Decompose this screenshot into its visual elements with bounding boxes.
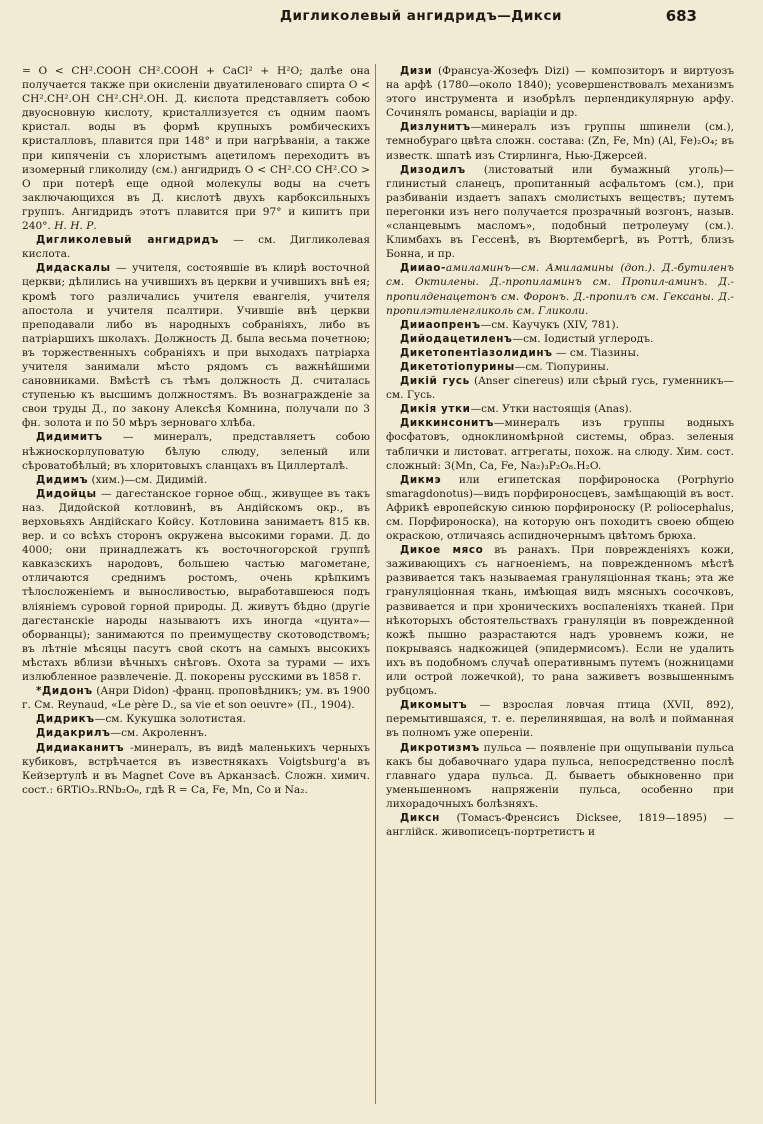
entry-headword: Дикротизмъ bbox=[400, 741, 480, 754]
entry-text: —см. Тіопурины. bbox=[514, 360, 610, 373]
entry-text: — учителя, состоявшіе въ клирѣ восточной церкви; дѣлились на учившихъ въ церкви и учившихъ внѣ ея; кромѣ того различались учителя евангелія, учителя апостола и учителя псалтири. Учившіе внѣ церкви преподавали либо въ народныхъ собраніяхъ, либо въ патріаршихъ школахъ. Должность Д. была весьма почетною; въ торжественныхъ собраніяхъ и при выходахъ патріарха учителя занимали мѣсто рядомъ съ важнѣйшими сановниками. Вмѣстѣ съ тѣмъ должность Д. считалась ступенью къ высшимъ должностямъ. Въ вознагражденіе за свои труды Д., по закону Алексѣя Комнина, получали по 3 фн. золота и по 50 мѣръ зерноваго хлѣба. bbox=[22, 262, 370, 430]
entry bbox=[386, 261, 734, 317]
entry bbox=[22, 712, 370, 726]
entry bbox=[22, 473, 370, 487]
entry-headword: Дидиаканитъ bbox=[36, 741, 125, 754]
entry-headword: *Дидонъ bbox=[36, 685, 93, 698]
entry bbox=[386, 360, 734, 374]
entry-headword: Диксн bbox=[400, 811, 440, 824]
entry-headword: Дикетопентіазолидинъ bbox=[400, 346, 553, 359]
entry bbox=[22, 684, 370, 712]
entry-headword: Дизлунитъ bbox=[400, 121, 471, 134]
entry-headword: Дииаопренъ bbox=[400, 318, 481, 331]
entry-headword: Дидимитъ bbox=[36, 431, 103, 444]
entry-text: въ ранахъ. При повреждeніяхъ кожи, заживающихъ съ нагноеніемъ, на поврежденномъ мѣстѣ развивается такъ называемая грануляціонная ткань; эта же грануляціонная ткань, имѣющая видъ мясныхъ сосочковъ, развивается и при хроническихъ воспаленіяхъ тканей. При нѣкоторыхъ обстоятельствахъ грануляціи въ поврежденной кожѣ пышно разрастаются надъ уровнемъ кожи, не покрываясь надкожицей (эпидермисомъ). Если не удалить ихъ въ подобномъ случаѣ оперативнымъ путемъ (ножницами или острой ложечкой), то рана заживетъ возвышеннымъ рубцомъ. bbox=[386, 544, 734, 698]
entry-text: —см. Утки настоящія (Anas). bbox=[470, 403, 633, 416]
page-number: 683 bbox=[665, 7, 697, 25]
entry-headword: Дикетотіопурины bbox=[400, 360, 515, 373]
entry-text: -минералъ, въ видѣ маленькихъ черныхъ кубиковъ, встрѣчается въ известнякахъ Voigtsburg'а въ Кейзертулѣ и въ Magnet Cove въ Арканзасѣ. Сложн. химич. сост.: 6RTiO₃.RNb₂O₆, гдѣ R = Ca, Fe, Mn, Co и Na₂. bbox=[22, 741, 370, 796]
formula-paragraph bbox=[22, 64, 370, 233]
entry-headword: Дизодилъ bbox=[400, 163, 466, 176]
entry-headword: Дидимъ bbox=[36, 473, 89, 486]
entry-text: — минералъ, представляетъ собою нѣжноскорлуповатую бѣлую слюду, зеленый или сѣроватобѣлый; въ хлоритовыхъ сланцахъ въ Циллерталѣ. bbox=[22, 431, 370, 472]
entry bbox=[386, 698, 734, 740]
right-column bbox=[386, 64, 734, 839]
author-signature: Н. Н. Р. bbox=[54, 220, 97, 233]
entry bbox=[22, 726, 370, 740]
entry-headword: Дийодацетиленъ bbox=[400, 332, 513, 345]
entry-headword: Диккинсонитъ bbox=[400, 417, 494, 430]
entry bbox=[386, 543, 734, 698]
entry bbox=[386, 402, 734, 416]
running-title: Дигликолевый ангидридъ—Дикси bbox=[280, 8, 562, 24]
entry-text: пульса — появленіе при ощупываніи пульса какъ бы добавочнаго удара пульса, непосредственно послѣ главнаго удара пульса. Д. бываетъ обыкновенно при уменьшенномъ напряженіи пульса, особенно при лихорадочныхъ болѣзняхъ. bbox=[386, 741, 734, 810]
entry bbox=[22, 487, 370, 684]
entry bbox=[386, 64, 734, 120]
entry bbox=[22, 741, 370, 797]
entry bbox=[22, 233, 370, 261]
entry-headword: Дикое мясо bbox=[400, 544, 484, 557]
entry-headword: Дикія утки bbox=[400, 403, 471, 416]
entry bbox=[386, 741, 734, 811]
entry bbox=[386, 346, 734, 360]
entry-headword: Дизи bbox=[400, 65, 433, 77]
entry bbox=[386, 318, 734, 332]
entry-text: — см. Дигликолевая кислота. bbox=[22, 234, 370, 261]
entry-text: —см. Кукушка золотистая. bbox=[94, 713, 247, 726]
entry-headword: Дидрикъ bbox=[36, 713, 95, 726]
entry-headword: Дикмэ bbox=[400, 473, 442, 486]
entry-headword: Дидакрилъ bbox=[36, 727, 111, 740]
entry-text: (Франсуа-Жозефъ Dizi) — композиторъ и виртуозъ на арфѣ (1780—около 1840); усовершенствовалъ механизмъ этого инструмента и изобрѣлъ перпендикулярную арфу. Сочинялъ романсы, варіаціи и др. bbox=[386, 65, 734, 120]
entry-text: (Anser cinereus) или сѣрый гусь, гуменникъ—см. Гусь. bbox=[386, 375, 734, 402]
entry-text: или египетская порфироноска (Porphyrio smaragdonotus)—видъ порфироносцевъ, замѣщающій въ вост. Африкѣ европейскую синюю порфироноску (P. poliocephalus, см. Порфироноска), на которую онъ походитъ своею общею окраскою, отличаясь аспидночернымъ цвѣтомъ брюха. bbox=[386, 473, 734, 543]
entry-text: —см. Іодистый углеродъ. bbox=[512, 332, 654, 345]
entry-text: — см. Тіазины. bbox=[552, 346, 640, 359]
entry-text: — взрослая ловчая птица (XVII, 892), перемытившаяся, т. е. перелинявшая, на волѣ и пойманная въ полномъ уже опереніи. bbox=[386, 699, 734, 740]
paragraph-text: = O < CH².COOH CH².COOH + CaCl² + H²O; далѣе она получается также при окисленіи двуатиленоваго спирта O < CH².CH².OH CH².CH².OH. Д. кислота представляетъ собою двуосновную кислоту, кристаллизуется съ одним паомъ кристал. воды въ формѣ крупныхъ ромбическихъ кристалловъ, плавится при 148° и при нагрѣваніи, а также при кипяченіи съ хлористымъ ацетиломъ переходитъ въ изомерный гликолиду (см.) ангидридъ O < CH².CO CH².CO > O при потерѣ еще одной молекулы воды на счетъ заключающихся въ Д. кислотѣ двухъ карбоксильныхъ группъ. Ангидридъ этотъ плавится при 97° и кипитъ при 240°. bbox=[22, 65, 370, 233]
entry bbox=[22, 261, 370, 430]
column-divider bbox=[375, 64, 376, 1104]
left-column bbox=[22, 64, 370, 797]
entry-text: (Анри Didon) -франц. проповѣдникъ; ум. въ 1900 г. См. Reynaud, «Le père D., sa vie et son oeuvre» (П., 1904). bbox=[22, 685, 370, 712]
entry-text: —см. Акроленнъ. bbox=[110, 727, 208, 740]
entry-text: —см. Каучукъ (XIV, 781). bbox=[480, 318, 619, 331]
entry-text: — дагестанское горное общ., живущее въ такъ наз. Дидойской котловинѣ, въ Андійскомъ окр., въ верховьяхъ Андійскаго Койсу. Котловина занимаетъ 815 кв. вер. и со всѣхъ сторонъ окружена высокими горами. Д. до 4000; они принадлежатъ къ восточногорской группѣ кавказскихъ народовъ, большею частью магометане, отличаются среднимъ ростомъ, очень крѣпкимъ тѣлосложеніемъ и выносливостью, выработавшеюся подъ вліяніемъ суровой горной природы. Д. живутъ бѣдно (другіе дагестанскіе народы называютъ ихъ иногда «цунта»—оборванцы); занимаются по преимуществу скотоводствомъ; въ лѣтніе мѣсяцы пасутъ свой скотъ на самыхъ высокихъ мѣстахъ вблизи вѣчныхъ снѣговъ. Охота за турами — ихъ излюбленное развлеченіе. Д. покорены русскими въ 1858 г. bbox=[22, 487, 370, 684]
entry-text: —минералъ изъ группы водныхъ фосфатовъ, одноклиномѣрной системы, образ. зеленыя таблички и листоват. аггрегаты, похож. на слюду. Хим. сост. сложный: 3(Mn, Ca, Fe, Na₂)₃P₂O₈.H₂O. bbox=[386, 417, 734, 472]
entry bbox=[386, 332, 734, 346]
entry-headword: Дииао- bbox=[400, 262, 446, 275]
entry-text: —минералъ изъ группы шпинели (см.), темнобураго цвѣта сложн. состава: (Zn, Fe, Mn) (Al, Fe)₂O₄; въ известк. шпатѣ изъ Стирлинга, Нью-Джерсей. bbox=[386, 121, 734, 162]
entry-text: амиламинъ—см. Амиламины (доп.). Д.-бутиленъ см. Октилены. Д.-пропиламинъ см. Пропил-аминъ. Д.-пропилденацетонъ см. Форонъ. Д.-пропилъ см. Гексаны. Д.-пропилэтиленгликоль см. Гликоли. bbox=[386, 262, 734, 317]
entry bbox=[386, 374, 734, 402]
entry-headword: Дидаскалы bbox=[36, 262, 111, 275]
entry bbox=[386, 473, 734, 543]
entry-text: (хим.)—см. Дидимій. bbox=[88, 473, 208, 486]
entry bbox=[386, 416, 734, 472]
entry-headword: Дигликолевый ангидридъ bbox=[36, 234, 219, 247]
entry bbox=[386, 120, 734, 162]
entry-headword: Дикій гусь bbox=[400, 375, 470, 388]
entry bbox=[386, 811, 734, 839]
entry bbox=[386, 163, 734, 262]
entry-text: (листоватый или бумажный уголь)—глинистый сланецъ, пропитанный асфальтомъ (см.), при разбиваніи издаетъ запахъ смолистыхъ веществъ; путемъ перегонки изъ него получается прозрачный возгонъ, назыв. «сланцевымъ масломъ», подобный петролеуму (см.). Климбахъ въ Гессенѣ, въ Вюртембергѣ, въ Роттѣ, близъ Бонна, и пр. bbox=[386, 163, 734, 261]
entry-headword: Дикомытъ bbox=[400, 699, 468, 712]
entry-headword: Дидойцы bbox=[36, 487, 97, 500]
entry-text: (Томасъ-Френсисъ Dicksee, 1819—1895) — англійск. живописецъ-портретистъ и bbox=[386, 811, 734, 839]
entry bbox=[22, 430, 370, 472]
